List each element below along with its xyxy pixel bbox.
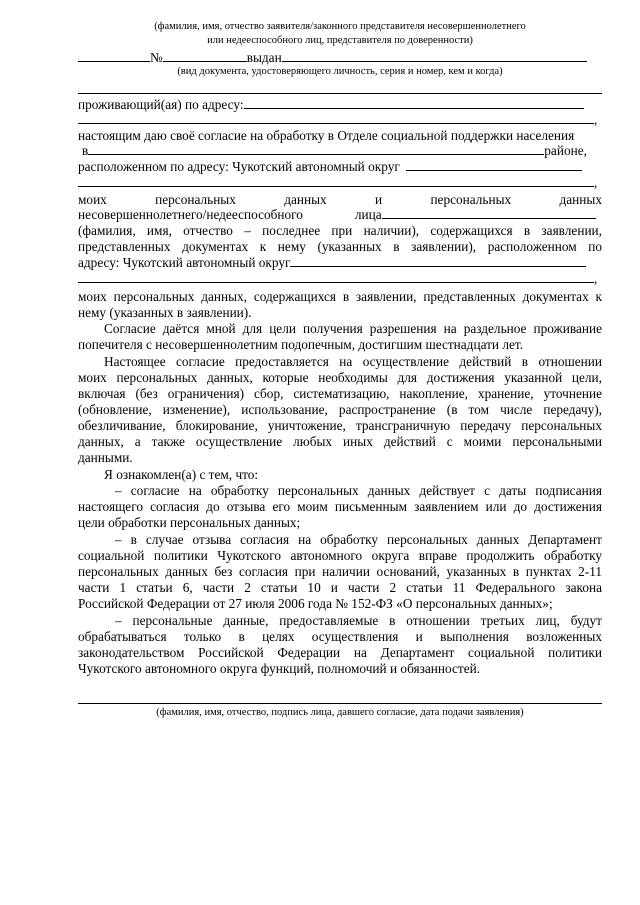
item3-line-3: законодательством Российской Федерации на Департамент социальной политики [78, 645, 602, 660]
item2-line-1: – в случае отзыва согласия на обработку персональных данных Департамент [115, 532, 602, 547]
issued-label: выдан [246, 50, 282, 65]
address-blank[interactable] [244, 97, 584, 109]
word-4: и [375, 192, 383, 207]
minor-label: несовершеннолетнего/недееспособного [78, 207, 303, 222]
word-6: данных [559, 192, 602, 207]
residing-line [78, 97, 602, 113]
located-label: расположенном по адресу: Чукотский автономный округ [78, 159, 400, 174]
document-line [78, 50, 602, 66]
blank-line[interactable] [78, 93, 602, 94]
address-okrug-label: адресу: Чукотский автономный округ [78, 255, 291, 270]
series-blank[interactable] [78, 50, 150, 62]
personal-data-row [78, 192, 602, 208]
word-5: персональных [430, 192, 512, 207]
item2-line-4: части 1 статьи 6, части 2 статьи 10 и части 2 статьи 11 Федерального закона [78, 580, 602, 595]
applicant-caption-line1: (фамилия, имя, отчество заявителя/законного представителя несовершеннолетнего [154, 21, 526, 32]
applicant-caption-line2: или недееспособного лиц, представителя по доверенности) [207, 35, 473, 46]
word-1: моих [78, 192, 107, 207]
word-3: данных [284, 192, 327, 207]
located-line [78, 159, 602, 175]
item3-line-4: Чукотского автономного округа функций, полномочий и обязанностей. [78, 661, 481, 676]
acquainted-line: Я ознакомлен(а) с тем, что: [104, 467, 259, 482]
item1-line-3: цели обработки персональных данных; [78, 515, 301, 530]
comma: , [594, 112, 598, 127]
fio-line: (фамилия, имя, отчество – последнее при наличии), содержащихся в заявлении, [78, 223, 602, 238]
residing-label: проживающий(ая) по адресу: [78, 97, 244, 112]
located-blank[interactable] [406, 159, 582, 171]
number-sign: № [150, 50, 163, 65]
item3-line-1: – персональные данные, предоставляемые в отношении третьих лиц, будут [115, 613, 602, 628]
docs-line: представленных документах к нему (указанных в заявлении), расположенном по [78, 239, 602, 254]
actions-line-5: обезличивание, блокирование, уничтожение, трансграничную передачу персональных [78, 418, 602, 433]
address-blank-2[interactable] [78, 112, 594, 124]
actions-line-4: (обновление, изменение), использование, распространение (в том числе передачу), [78, 402, 602, 417]
word-2: персональных [155, 192, 236, 207]
okrug-continued-line [78, 271, 602, 287]
issued-by-blank[interactable] [282, 50, 587, 62]
item2-line-5: Российской Федерации от 27 июля 2006 года № 152-ФЗ «О персональных данных»; [78, 596, 553, 611]
purpose-line1: Согласие даётся мной для цели получения разрешения на раздельное проживание [104, 321, 602, 336]
address-okrug-line [78, 255, 602, 271]
signature-caption: (фамилия, имя, отчество, подпись лица, давшего согласие, дата подачи заявления) [156, 707, 524, 718]
district-suffix: районе, [544, 143, 587, 158]
number-blank[interactable] [163, 50, 247, 62]
item3-line-2: обрабатываться только в целях осуществления и выполнения возложенных [78, 629, 602, 644]
located-continued-line [78, 175, 602, 191]
my-data-line1: моих персональных данных, содержащихся в заявлении, представленных документах к [78, 289, 602, 304]
item1-line-1: – согласие на обработку персональных данных действует с даты подписания [115, 483, 602, 498]
purpose-line2: попечителя с несовершеннолетним подопечным, достигшим шестнадцати лет. [78, 337, 524, 352]
district-line [78, 143, 602, 159]
actions-line-7: данными. [78, 450, 133, 465]
located-blank-2[interactable] [78, 175, 594, 187]
my-data-line2: нему (указанных в заявлении). [78, 305, 252, 320]
comma-3: , [594, 271, 598, 286]
person-label: лица [354, 207, 382, 222]
district-blank[interactable] [88, 143, 544, 155]
in-prefix: в [82, 143, 89, 158]
comma-2: , [594, 175, 598, 190]
item2-line-3: персональных данных без согласия при наличии оснований, указанных в пунктах 2-11 [78, 564, 602, 579]
okrug-blank[interactable] [290, 255, 586, 267]
document-caption: (вид документа, удостоверяющего личность, серия и номер, кем и когда) [177, 66, 503, 77]
okrug-blank-2[interactable] [78, 271, 594, 283]
actions-line-6: данных, а также осуществление любых иных действий с моими персональными [78, 434, 602, 449]
item2-line-2: социальной политики Чукотского автономного округа вправе продолжить обработку [78, 548, 602, 563]
actions-line-3: включая (без ограничения) сбор, систематизацию, накопление, хранение, уточнение [78, 386, 602, 401]
actions-line-2: моих персональных данных, которые необходимы для достижения указанной цели, [78, 370, 602, 385]
item1-line-2: настоящего согласия до отзыва его моим письменным заявлением или до достижения [78, 499, 602, 514]
consent-line: настоящим даю своё согласие на обработку в Отделе социальной поддержки населения [78, 128, 575, 143]
address-continued-line [78, 112, 602, 128]
minor-line [78, 207, 602, 223]
signature-line[interactable] [78, 703, 602, 704]
person-blank[interactable] [382, 207, 596, 219]
actions-line-1: Настоящее согласие предоставляется на осуществление действий в отношении [104, 354, 602, 369]
